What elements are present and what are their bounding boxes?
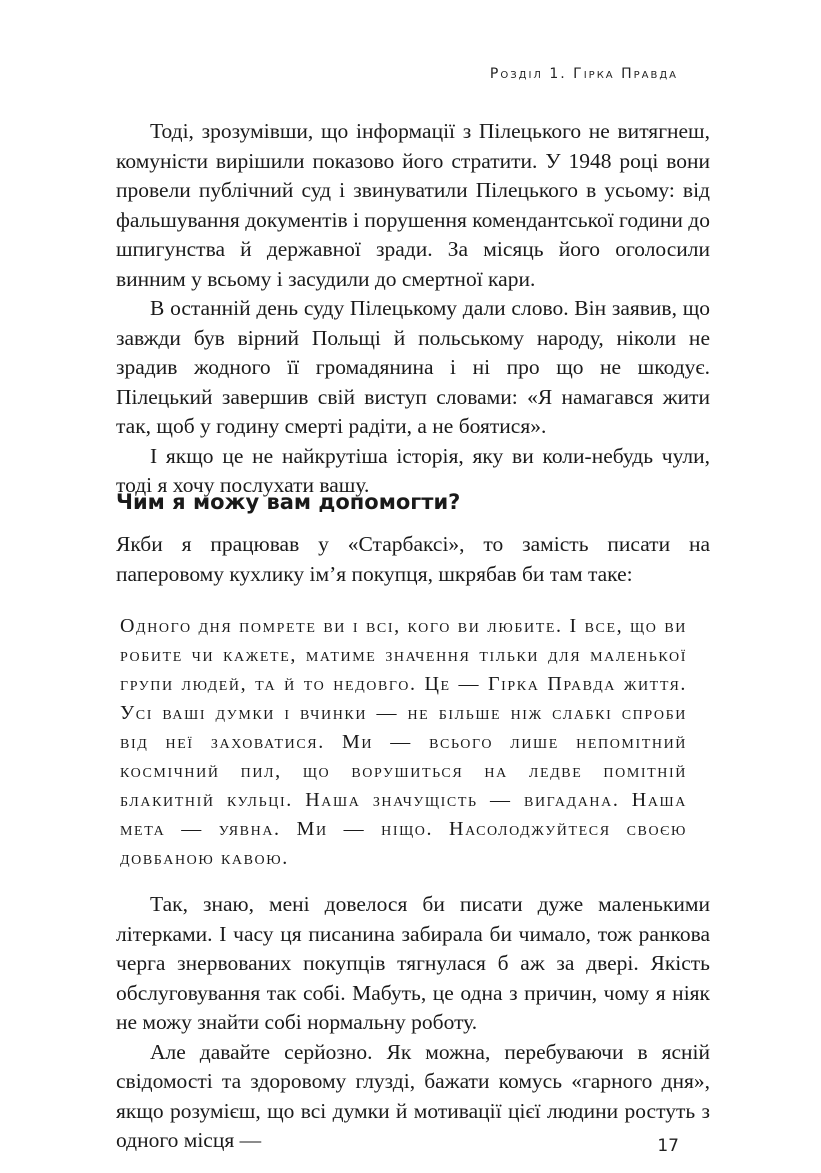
block-quote: Одного дня помрете ви і всі, кого ви любите. І все, що ви робите чи кажете, матиме значення тільки для маленької групи людей, та й то недовго. Це — Гірка Правда життя. Усі ваші думки і вчинки — не більше ніж слабкі спроби від неї заховатися. Ми — всього лише непомітний космічний пил, що ворушиться на ледве помітній блакитній кульці. Наша значущість — вигадана. Наша мета — уявна. Ми — ніщо. Насолоджуйтеся своєю довбаною кавою.	[120, 615, 687, 869]
paragraph: Так, знаю, мені довелося би писати дуже маленькими літерками. І часу ця писанина забирала би чимало, тож ранкова черга знервованих покупців тягнулася б аж за двері. Якість обслуговування так собі. Мабуть, це одна з причин, чому я ніяк не можу знайти собі нормальну роботу.	[116, 892, 710, 1034]
section-heading: Чим я можу вам допомогти?	[116, 490, 461, 514]
paragraph: І якщо це не найкрутіша історія, яку ви коли-небудь чули, тоді я хочу послухати вашу.	[116, 443, 710, 497]
paragraph: Але давайте серйозно. Як можна, перебуваючи в ясній свідомості та здоровому глузді, бажати комусь «гарного дня», якщо розумієш, що всі думки й мотивації цієї людини ростуть з одного місця —	[116, 1039, 710, 1152]
running-head: Розділ 1. Гірка Правда	[489, 66, 678, 82]
paragraph: В останній день суду Пілецькому дали слово. Він заявив, що завжди був вірний Польщі й польському народу, ніколи не зрадив жодного її громадянина і ні про що не шкодує. Пілецький завершив свій виступ словами: «Я намагався жити так, щоб у годину смерті радіти, а не боятися».	[116, 296, 710, 438]
text-block-closing	[116, 890, 710, 1156]
paragraph: Якби я працював у «Старбаксі», то замість писати на паперовому кухлику ім’я покупця, шкрябав би там таке:	[116, 532, 710, 586]
paragraph: Тоді, зрозумівши, що інформації з Пілецького не витягнеш, комуністи вирішили показово його стратити. У 1948 році вони провели публічний суд і звинуватили Пілецького в усьому: від фальшування документів і порушення комендантської години до шпигунства й державної зради. За місяць його оголосили винним у всьому і засудили до смертної кари.	[116, 119, 710, 291]
text-block-section	[116, 530, 710, 589]
page-number: 17	[657, 1136, 679, 1156]
text-block-intro	[116, 117, 710, 501]
